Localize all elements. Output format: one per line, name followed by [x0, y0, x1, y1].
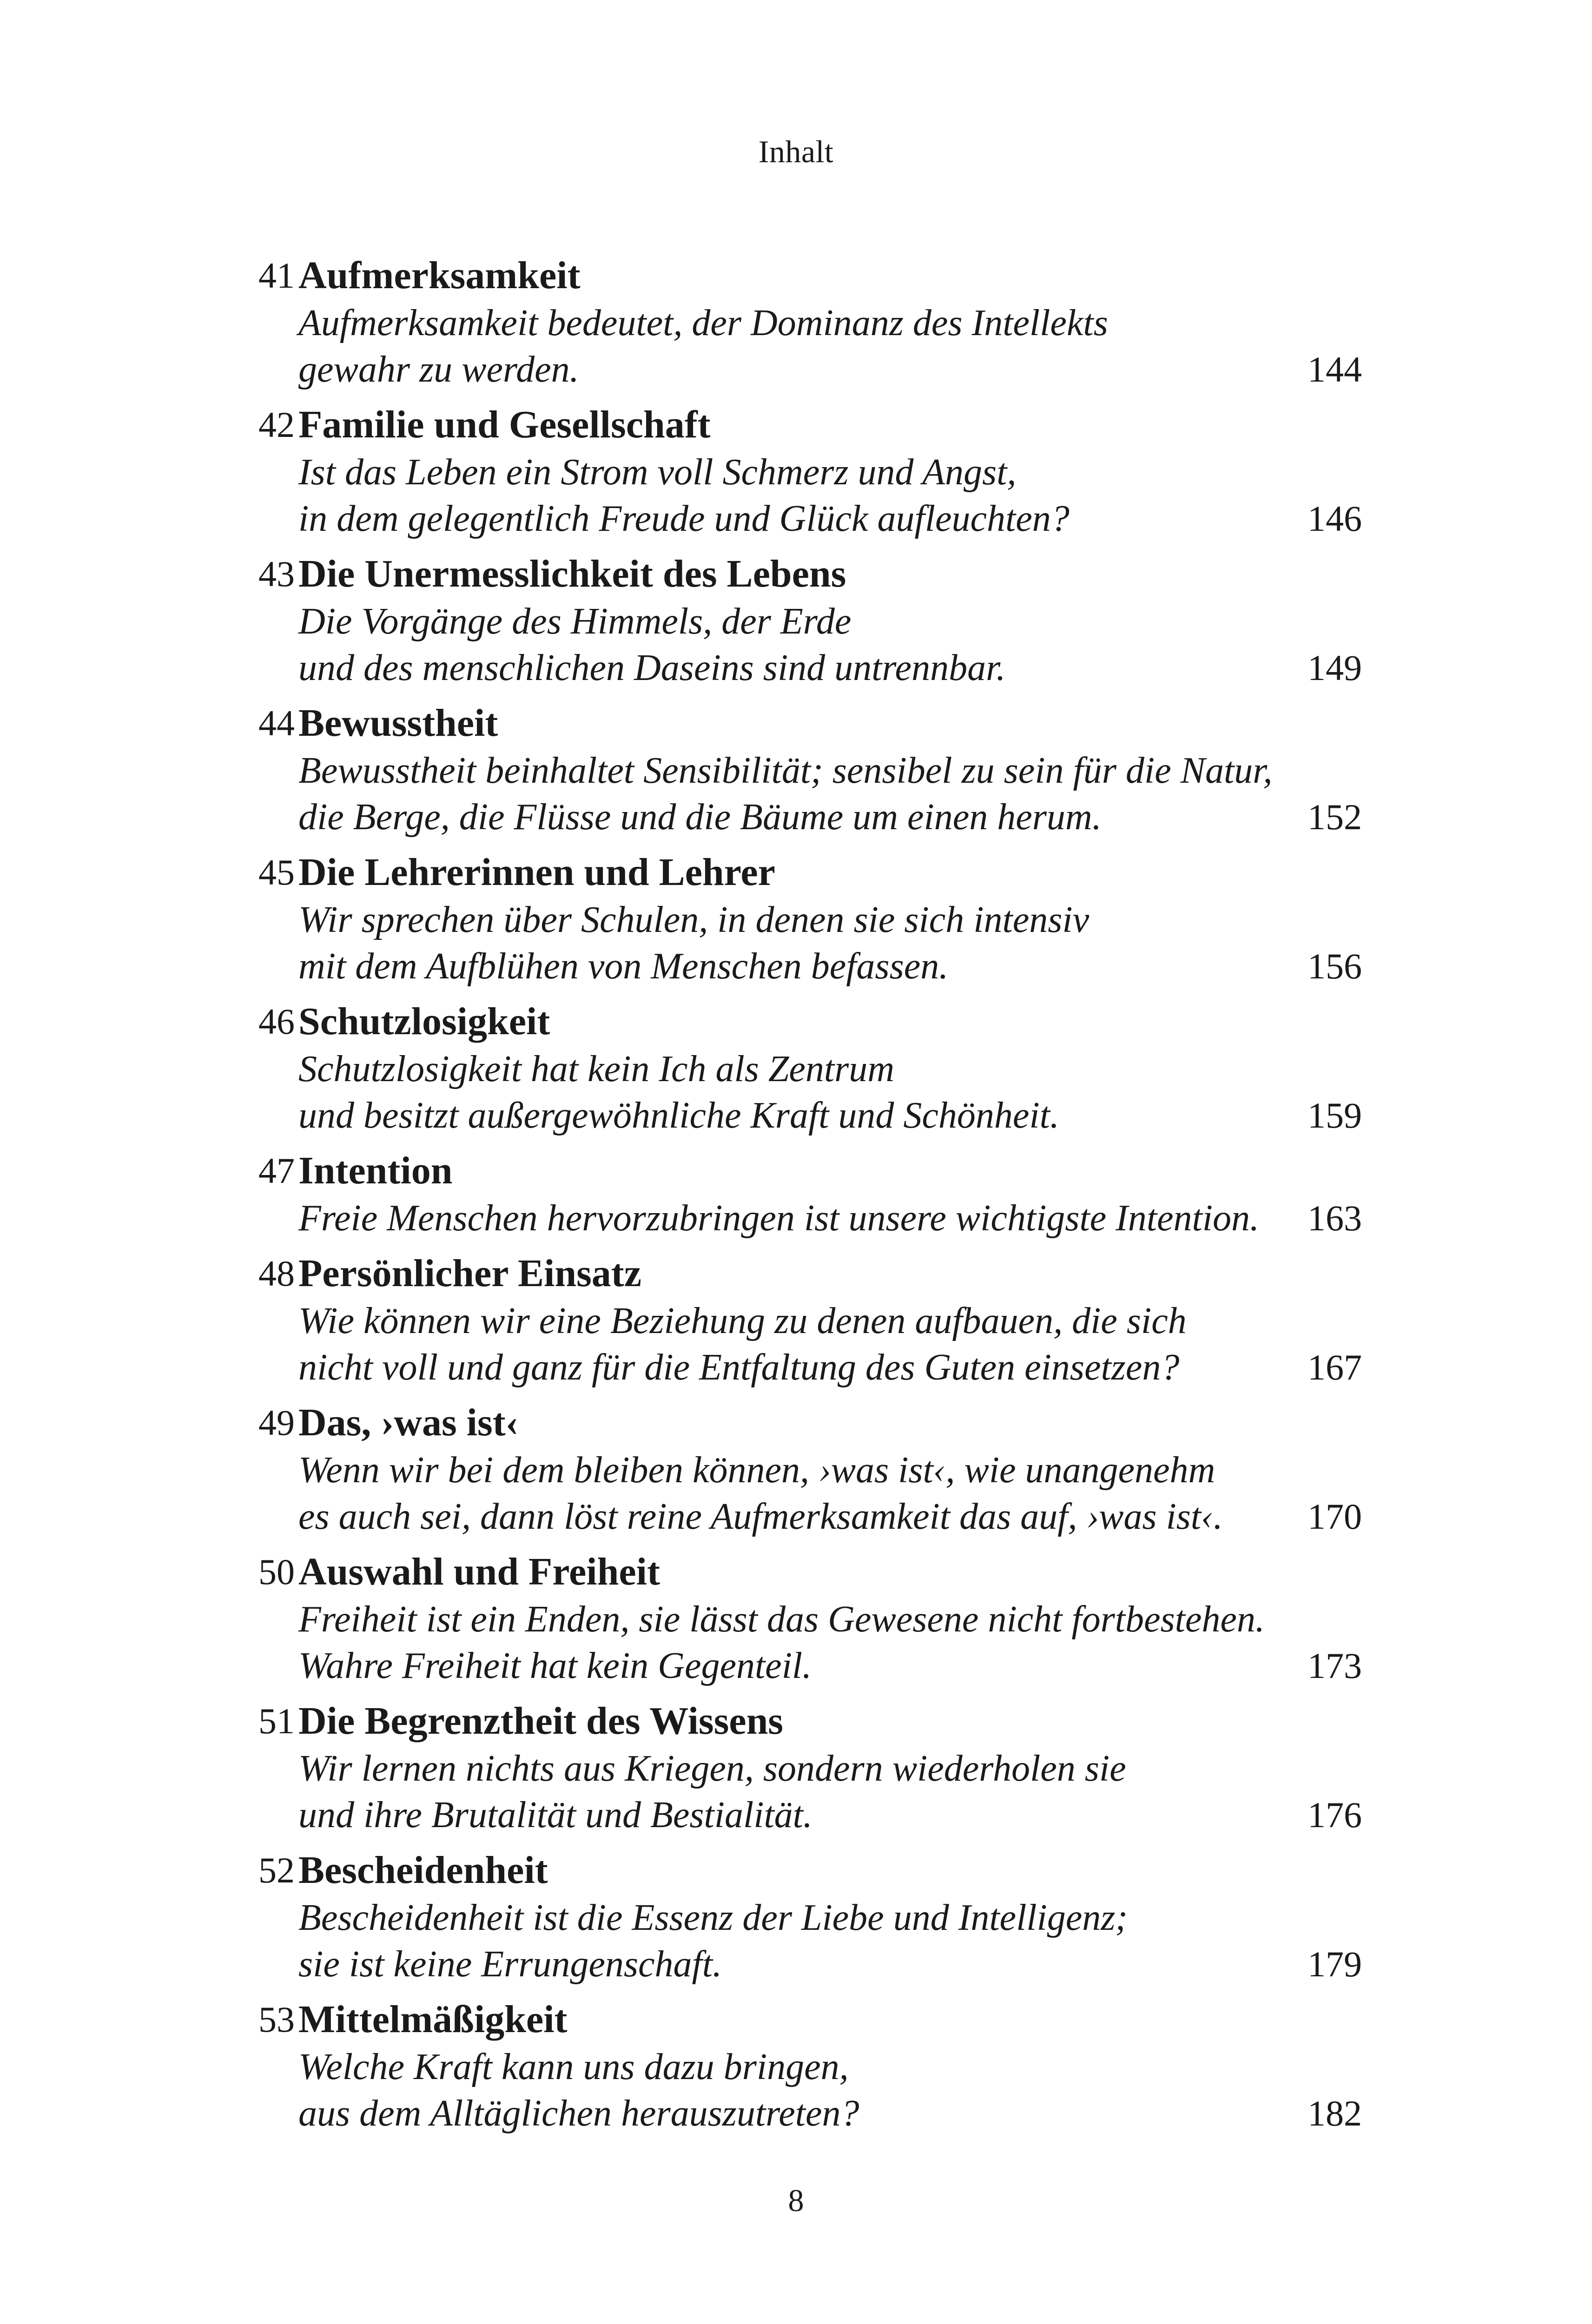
description-text: aus dem Alltäglichen herauszutreten? — [298, 2093, 859, 2134]
chapter-description-line — [246, 2090, 1362, 2137]
chapter-description-line — [246, 1596, 1362, 1643]
description-text: Freiheit ist ein Enden, sie lässt das Gewesene nicht fortbestehen. — [298, 1599, 1265, 1640]
chapter-title: Die Lehrerinnen und Lehrer — [298, 851, 775, 894]
chapter-description-line — [246, 1046, 1362, 1092]
description-text: es auch sei, dann löst reine Aufmerksamkeit das auf, ›was ist‹. — [298, 1496, 1223, 1537]
page-reference: 179 — [1308, 1944, 1362, 1984]
description-text: die Berge, die Flüsse und die Bäume um einen herum. — [298, 797, 1102, 838]
toc-entry-heading — [246, 997, 1362, 1046]
description-text: Bewusstheit beinhaltet Sensibilität; sensibel zu sein für die Natur, — [298, 750, 1273, 791]
chapter-number: 42 — [258, 404, 295, 445]
toc-entry-heading — [246, 1249, 1362, 1298]
chapter-description-line — [246, 449, 1362, 495]
toc-entry-heading — [246, 1697, 1362, 1745]
page-reference: 173 — [1308, 1645, 1362, 1686]
description-text: sie ist keine Errungenschaft. — [298, 1944, 722, 1985]
toc-entry-heading — [246, 251, 1362, 300]
chapter-description-line — [246, 1344, 1362, 1391]
toc-entry-heading — [246, 1995, 1362, 2044]
chapter-description-line — [246, 1643, 1362, 1689]
chapter-title: Mittelmäßigkeit — [298, 1998, 568, 2041]
chapter-description-line — [246, 346, 1362, 393]
toc-entry — [246, 1697, 1362, 1838]
page-reference: 167 — [1308, 1347, 1362, 1387]
chapter-title: Persönlicher Einsatz — [298, 1252, 642, 1295]
toc-entry-heading — [246, 1146, 1362, 1195]
page-reference: 156 — [1308, 946, 1362, 986]
description-text: Ist das Leben ein Strom voll Schmerz und Angst, — [298, 452, 1017, 493]
description-text: gewahr zu werden. — [298, 349, 579, 390]
page-reference: 182 — [1308, 2093, 1362, 2133]
chapter-description-line — [246, 1941, 1362, 1987]
chapter-number: 43 — [258, 554, 295, 594]
chapter-description-line — [246, 495, 1362, 542]
chapter-number: 53 — [258, 1999, 295, 2040]
chapter-description-line — [246, 2044, 1362, 2090]
chapter-description-line — [246, 897, 1362, 943]
chapter-title: Bescheidenheit — [298, 1849, 548, 1892]
chapter-title: Die Begrenztheit des Wissens — [298, 1699, 783, 1743]
chapter-description-line — [246, 1195, 1362, 1241]
toc-entry-heading — [246, 400, 1362, 449]
description-text: Die Vorgänge des Himmels, der Erde — [298, 601, 852, 642]
page-number: 8 — [788, 2183, 804, 2218]
chapter-description-line — [246, 598, 1362, 645]
toc-entry — [246, 699, 1362, 840]
toc-entry — [246, 549, 1362, 691]
description-text: in dem gelegentlich Freude und Glück aufleuchten? — [298, 498, 1070, 539]
chapter-title: Auswahl und Freiheit — [298, 1550, 660, 1593]
toc-entry — [246, 1398, 1362, 1540]
toc-entry — [246, 1146, 1362, 1241]
chapter-description-line — [246, 794, 1362, 840]
description-text: Wenn wir bei dem bleiben können, ›was ist‹, wie unangenehm — [298, 1450, 1215, 1491]
chapter-title: Bewusstheit — [298, 701, 498, 745]
chapter-number: 46 — [258, 1001, 295, 1042]
description-text: Welche Kraft kann uns dazu bringen, — [298, 2047, 849, 2087]
chapter-description-line — [246, 1493, 1362, 1540]
chapter-number: 48 — [258, 1253, 295, 1294]
chapter-title: Schutzlosigkeit — [298, 1000, 550, 1043]
toc-entry — [246, 1995, 1362, 2137]
page-reference: 176 — [1308, 1795, 1362, 1835]
chapter-number: 45 — [258, 852, 295, 892]
chapter-title: Die Unermesslichkeit des Lebens — [298, 552, 846, 595]
chapter-description-line — [246, 1895, 1362, 1941]
page-reference: 144 — [1308, 349, 1362, 390]
chapter-title: Aufmerksamkeit — [298, 254, 581, 297]
toc-entry — [246, 400, 1362, 542]
description-text: und besitzt außergewöhnliche Kraft und Schönheit. — [298, 1095, 1059, 1136]
description-text: Wahre Freiheit hat kein Gegenteil. — [298, 1645, 812, 1686]
description-text: Bescheidenheit ist die Essenz der Liebe und Intelligenz; — [298, 1897, 1128, 1938]
description-text: und des menschlichen Daseins sind untrennbar. — [298, 647, 1006, 688]
toc-entry — [246, 848, 1362, 990]
description-text: Schutzlosigkeit hat kein Ich als Zentrum — [298, 1049, 895, 1089]
running-head: Inhalt — [758, 134, 834, 169]
page-reference: 149 — [1308, 647, 1362, 688]
toc-entry — [246, 1249, 1362, 1391]
chapter-number: 41 — [258, 255, 295, 296]
toc-entry-heading — [246, 699, 1362, 747]
toc-entry-heading — [246, 848, 1362, 897]
chapter-description-line — [246, 1447, 1362, 1493]
page-reference: 159 — [1308, 1095, 1362, 1136]
description-text: mit dem Aufblühen von Menschen befassen. — [298, 946, 949, 987]
description-text: Wie können wir eine Beziehung zu denen aufbauen, die sich — [298, 1301, 1187, 1341]
chapter-title: Das, ›was ist‹ — [298, 1401, 519, 1444]
chapter-description-line — [246, 1745, 1362, 1792]
chapter-title: Intention — [298, 1149, 453, 1192]
chapter-number: 52 — [258, 1850, 295, 1890]
toc-entry-heading — [246, 1398, 1362, 1447]
page-reference: 170 — [1308, 1496, 1362, 1537]
description-text: Wir lernen nichts aus Kriegen, sondern wiederholen sie — [298, 1748, 1126, 1789]
chapter-number: 50 — [258, 1552, 295, 1592]
chapter-description-line — [246, 1792, 1362, 1838]
chapter-description-line — [246, 747, 1362, 794]
description-text: Aufmerksamkeit bedeutet, der Dominanz des Intellekts — [298, 303, 1108, 343]
description-text: Freie Menschen hervorzubringen ist unsere wichtigste Intention. — [298, 1198, 1259, 1239]
page-reference: 163 — [1308, 1198, 1362, 1238]
toc-entry — [246, 1547, 1362, 1689]
toc-entry-heading — [246, 1846, 1362, 1895]
chapter-number: 44 — [258, 703, 295, 743]
chapter-description-line — [246, 1298, 1362, 1344]
toc-entry — [246, 1846, 1362, 1987]
chapter-description-line — [246, 943, 1362, 990]
chapter-title: Familie und Gesellschaft — [298, 403, 711, 446]
page-reference: 146 — [1308, 498, 1362, 539]
description-text: nicht voll und ganz für die Entfaltung des Guten einsetzen? — [298, 1347, 1180, 1388]
chapter-number: 49 — [258, 1402, 295, 1443]
toc-entry — [246, 251, 1362, 393]
chapter-number: 51 — [258, 1701, 295, 1741]
chapter-description-line — [246, 645, 1362, 691]
chapter-description-line — [246, 300, 1362, 346]
toc-entry-heading — [246, 1547, 1362, 1596]
table-of-contents — [246, 251, 1362, 2144]
toc-entry-heading — [246, 549, 1362, 598]
chapter-number: 47 — [258, 1150, 295, 1191]
page-reference: 152 — [1308, 797, 1362, 837]
toc-entry — [246, 997, 1362, 1139]
description-text: und ihre Brutalität und Bestialität. — [298, 1795, 813, 1835]
description-text: Wir sprechen über Schulen, in denen sie sich intensiv — [298, 899, 1090, 940]
chapter-description-line — [246, 1092, 1362, 1139]
